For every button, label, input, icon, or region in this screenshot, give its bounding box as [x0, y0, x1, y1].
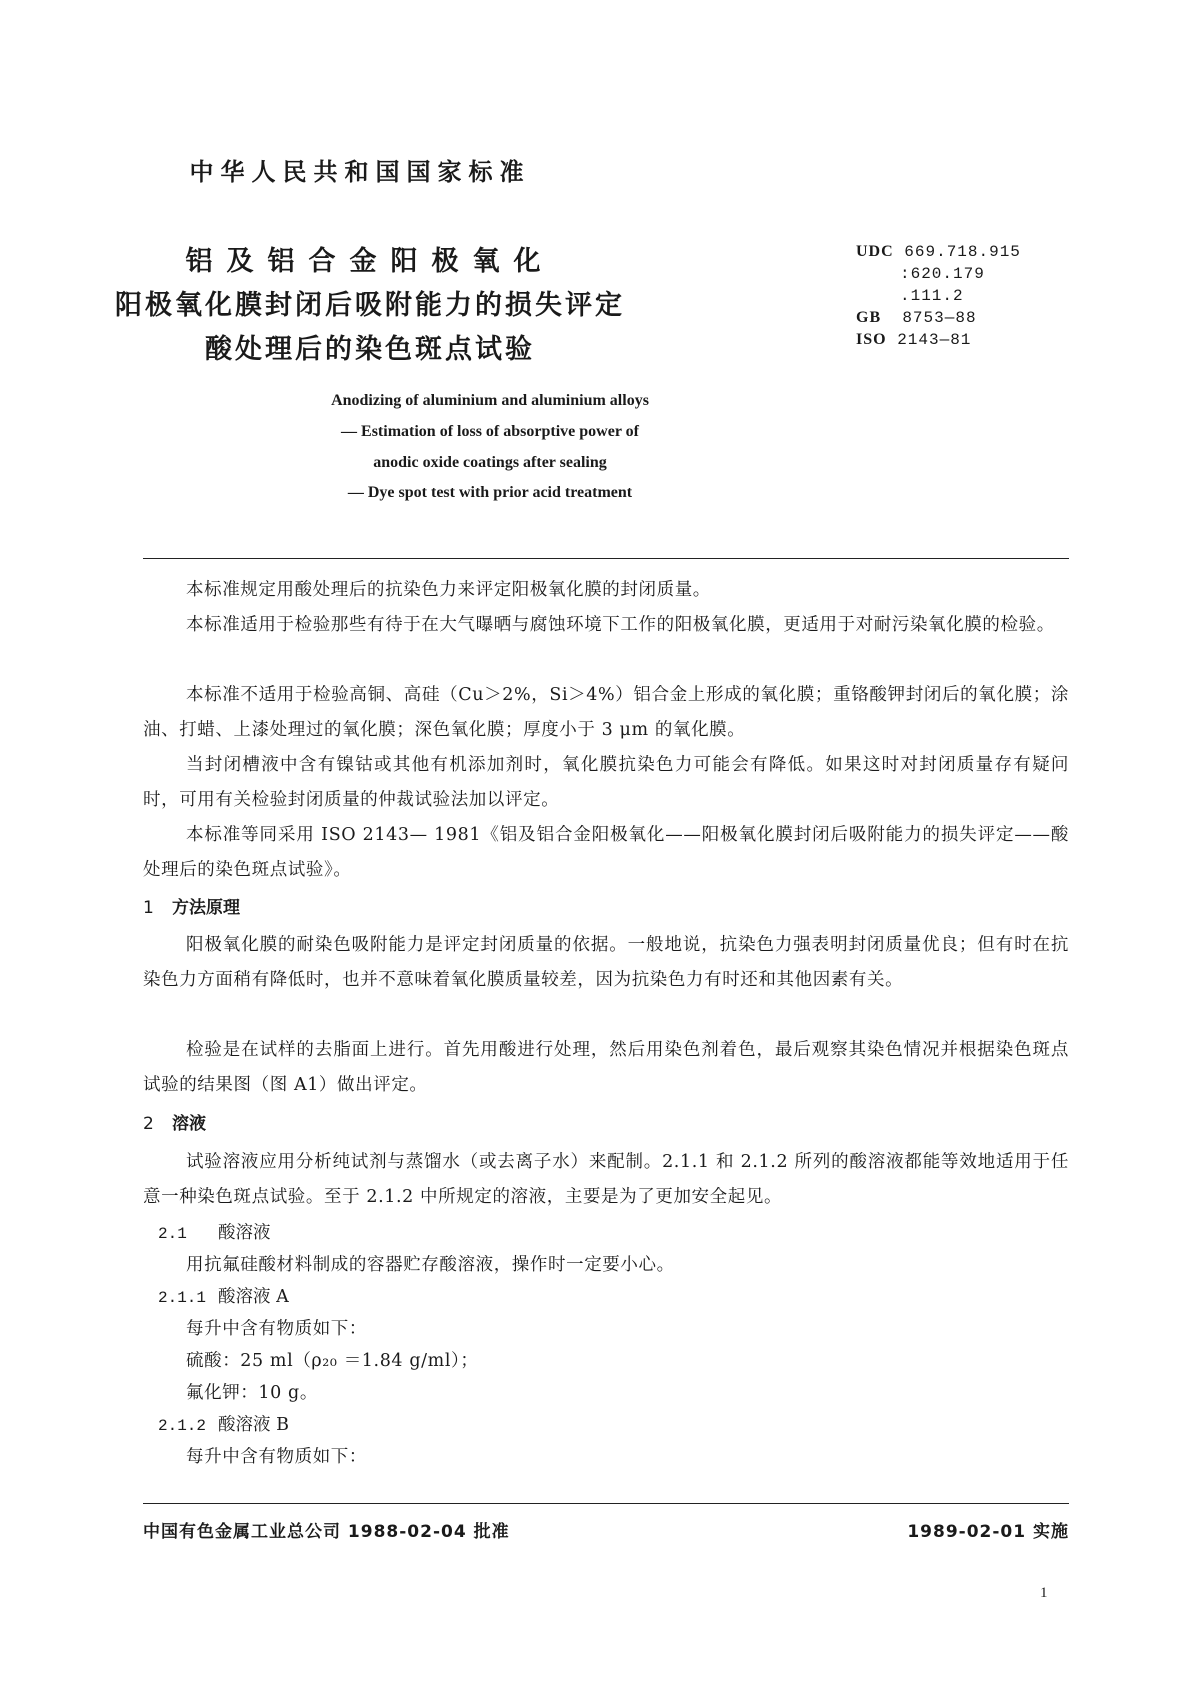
section-1-paragraph-2: 检验是在试样的去脂面上进行。首先用酸进行处理，然后用染色剂着色，最后观察其染色情况并根据染色斑点试验的结果图（图 A1）做出评定。 — [143, 1040, 1069, 1095]
iso-number: 2143—81 — [897, 331, 972, 349]
subsection-2-1-1-line-1: 每升中含有物质如下： — [186, 1319, 367, 1339]
udc-label: UDC — [856, 243, 894, 260]
subsection-2-1-2-title: 酸溶液 B — [218, 1415, 289, 1435]
section-1-paragraph-1: 阳极氧化膜的耐染色吸附能力是评定封闭质量的依据。一般地说，抗染色力强表明封闭质量优良；但有时在抗染色力方面稍有降低时，也并不意味着氧化膜质量较差，因为抗染色力有时还和其他因素有关。 — [143, 935, 1069, 990]
subsection-2-1-2-number: 2.1.2 — [158, 1417, 207, 1435]
intro-paragraph-2: 本标准适用于检验那些有待于在大气曝晒与腐蚀环境下工作的阳极氧化膜，更适用于对耐污染氧化膜的检验。 — [186, 615, 1055, 635]
intro-paragraph-5: 本标准等同采用 ISO 2143— 1981《铝及铝合金阳极氧化——阳极氧化膜封闭后吸附能力的损失评定——酸处理后的染色斑点试验》。 — [143, 825, 1069, 880]
gb-label: GB — [856, 309, 882, 326]
english-title-line-1: Anodizing of aluminium and aluminium alloys — [331, 392, 649, 409]
subsection-2-1-1-heading — [158, 1283, 289, 1308]
subsection-2-1-text: 用抗氟硅酸材料制成的容器贮存酸溶液，操作时一定要小心。 — [186, 1255, 675, 1275]
subsection-2-1-title: 酸溶液 — [218, 1223, 271, 1243]
section-1-title: 方法原理 — [172, 898, 240, 918]
header-divider — [143, 558, 1069, 559]
intro-paragraph-3: 本标准不适用于检验高铜、高硅（Cu＞2%，Si＞4%）铝合金上形成的氧化膜；重铬酸钾封闭后的氧化膜；涂油、打蜡、上漆处理过的氧化膜；深色氧化膜；厚度小于 3 μm 的氧化膜。 — [143, 685, 1069, 740]
footer-divider — [143, 1503, 1069, 1504]
udc-line-3: .111.2 — [900, 287, 964, 305]
subsection-2-1-number: 2.1 — [158, 1225, 187, 1243]
effective-date-text: 1989-02-01 实施 — [907, 1522, 1069, 1542]
section-2-heading — [143, 1109, 206, 1134]
subsection-2-1-2-line-1: 每升中含有物质如下： — [186, 1447, 367, 1467]
section-1-number: 1 — [143, 898, 154, 918]
udc-line-2: :620.179 — [900, 265, 985, 283]
national-standard-heading: 中华人民共和国国家标准 — [189, 158, 531, 186]
gb-number: 8753—88 — [902, 309, 977, 327]
title-line-2: 阳极氧化膜封闭后吸附能力的损失评定 — [115, 290, 625, 321]
english-title-line-2: — Estimation of loss of absorptive power of — [341, 423, 639, 440]
section-2-title: 溶液 — [172, 1114, 206, 1134]
subsection-2-1-2-heading — [158, 1411, 289, 1436]
section-2-paragraph: 试验溶液应用分析纯试剂与蒸馏水（或去离子水）来配制。2.1.1 和 2.1.2 所列的酸溶液都能等效地适用于任意一种染色斑点试验。至于 2.1.2 中所规定的溶液，主要是为了更加安全起见。 — [143, 1152, 1069, 1207]
subsection-2-1-1-number: 2.1.1 — [158, 1289, 207, 1307]
udc-line-1: 669.718.915 — [904, 243, 1021, 261]
subsection-2-1-1-line-3: 氟化钾：10 g。 — [186, 1383, 318, 1403]
intro-paragraph-1: 本标准规定用酸处理后的抗染色力来评定阳极氧化膜的封闭质量。 — [186, 580, 711, 600]
section-2-number: 2 — [143, 1114, 154, 1134]
approval-text: 中国有色金属工业总公司 1988-02-04 批准 — [143, 1522, 510, 1542]
section-1-heading — [143, 893, 240, 918]
page-number: 1 — [1040, 1585, 1048, 1601]
intro-paragraph-4: 当封闭槽液中含有镍钴或其他有机添加剂时，氧化膜抗染色力可能会有降低。如果这时对封闭质量存有疑问时，可用有关检验封闭质量的仲裁试验法加以评定。 — [143, 755, 1069, 810]
english-title-line-3: anodic oxide coatings after sealing — [373, 454, 607, 471]
title-line-1: 铝及铝合金阳极氧化 — [185, 246, 555, 277]
title-line-3: 酸处理后的染色斑点试验 — [205, 334, 535, 365]
subsection-2-1-1-line-2: 硫酸：25 ml（ρ₂₀ ＝1.84 g/ml）； — [186, 1351, 479, 1371]
subsection-2-1-heading — [158, 1219, 271, 1244]
iso-label: ISO — [856, 331, 887, 348]
udc-block — [856, 241, 1021, 351]
subsection-2-1-1-title: 酸溶液 A — [218, 1287, 289, 1307]
english-title-line-4: — Dye spot test with prior acid treatment — [347, 484, 633, 501]
